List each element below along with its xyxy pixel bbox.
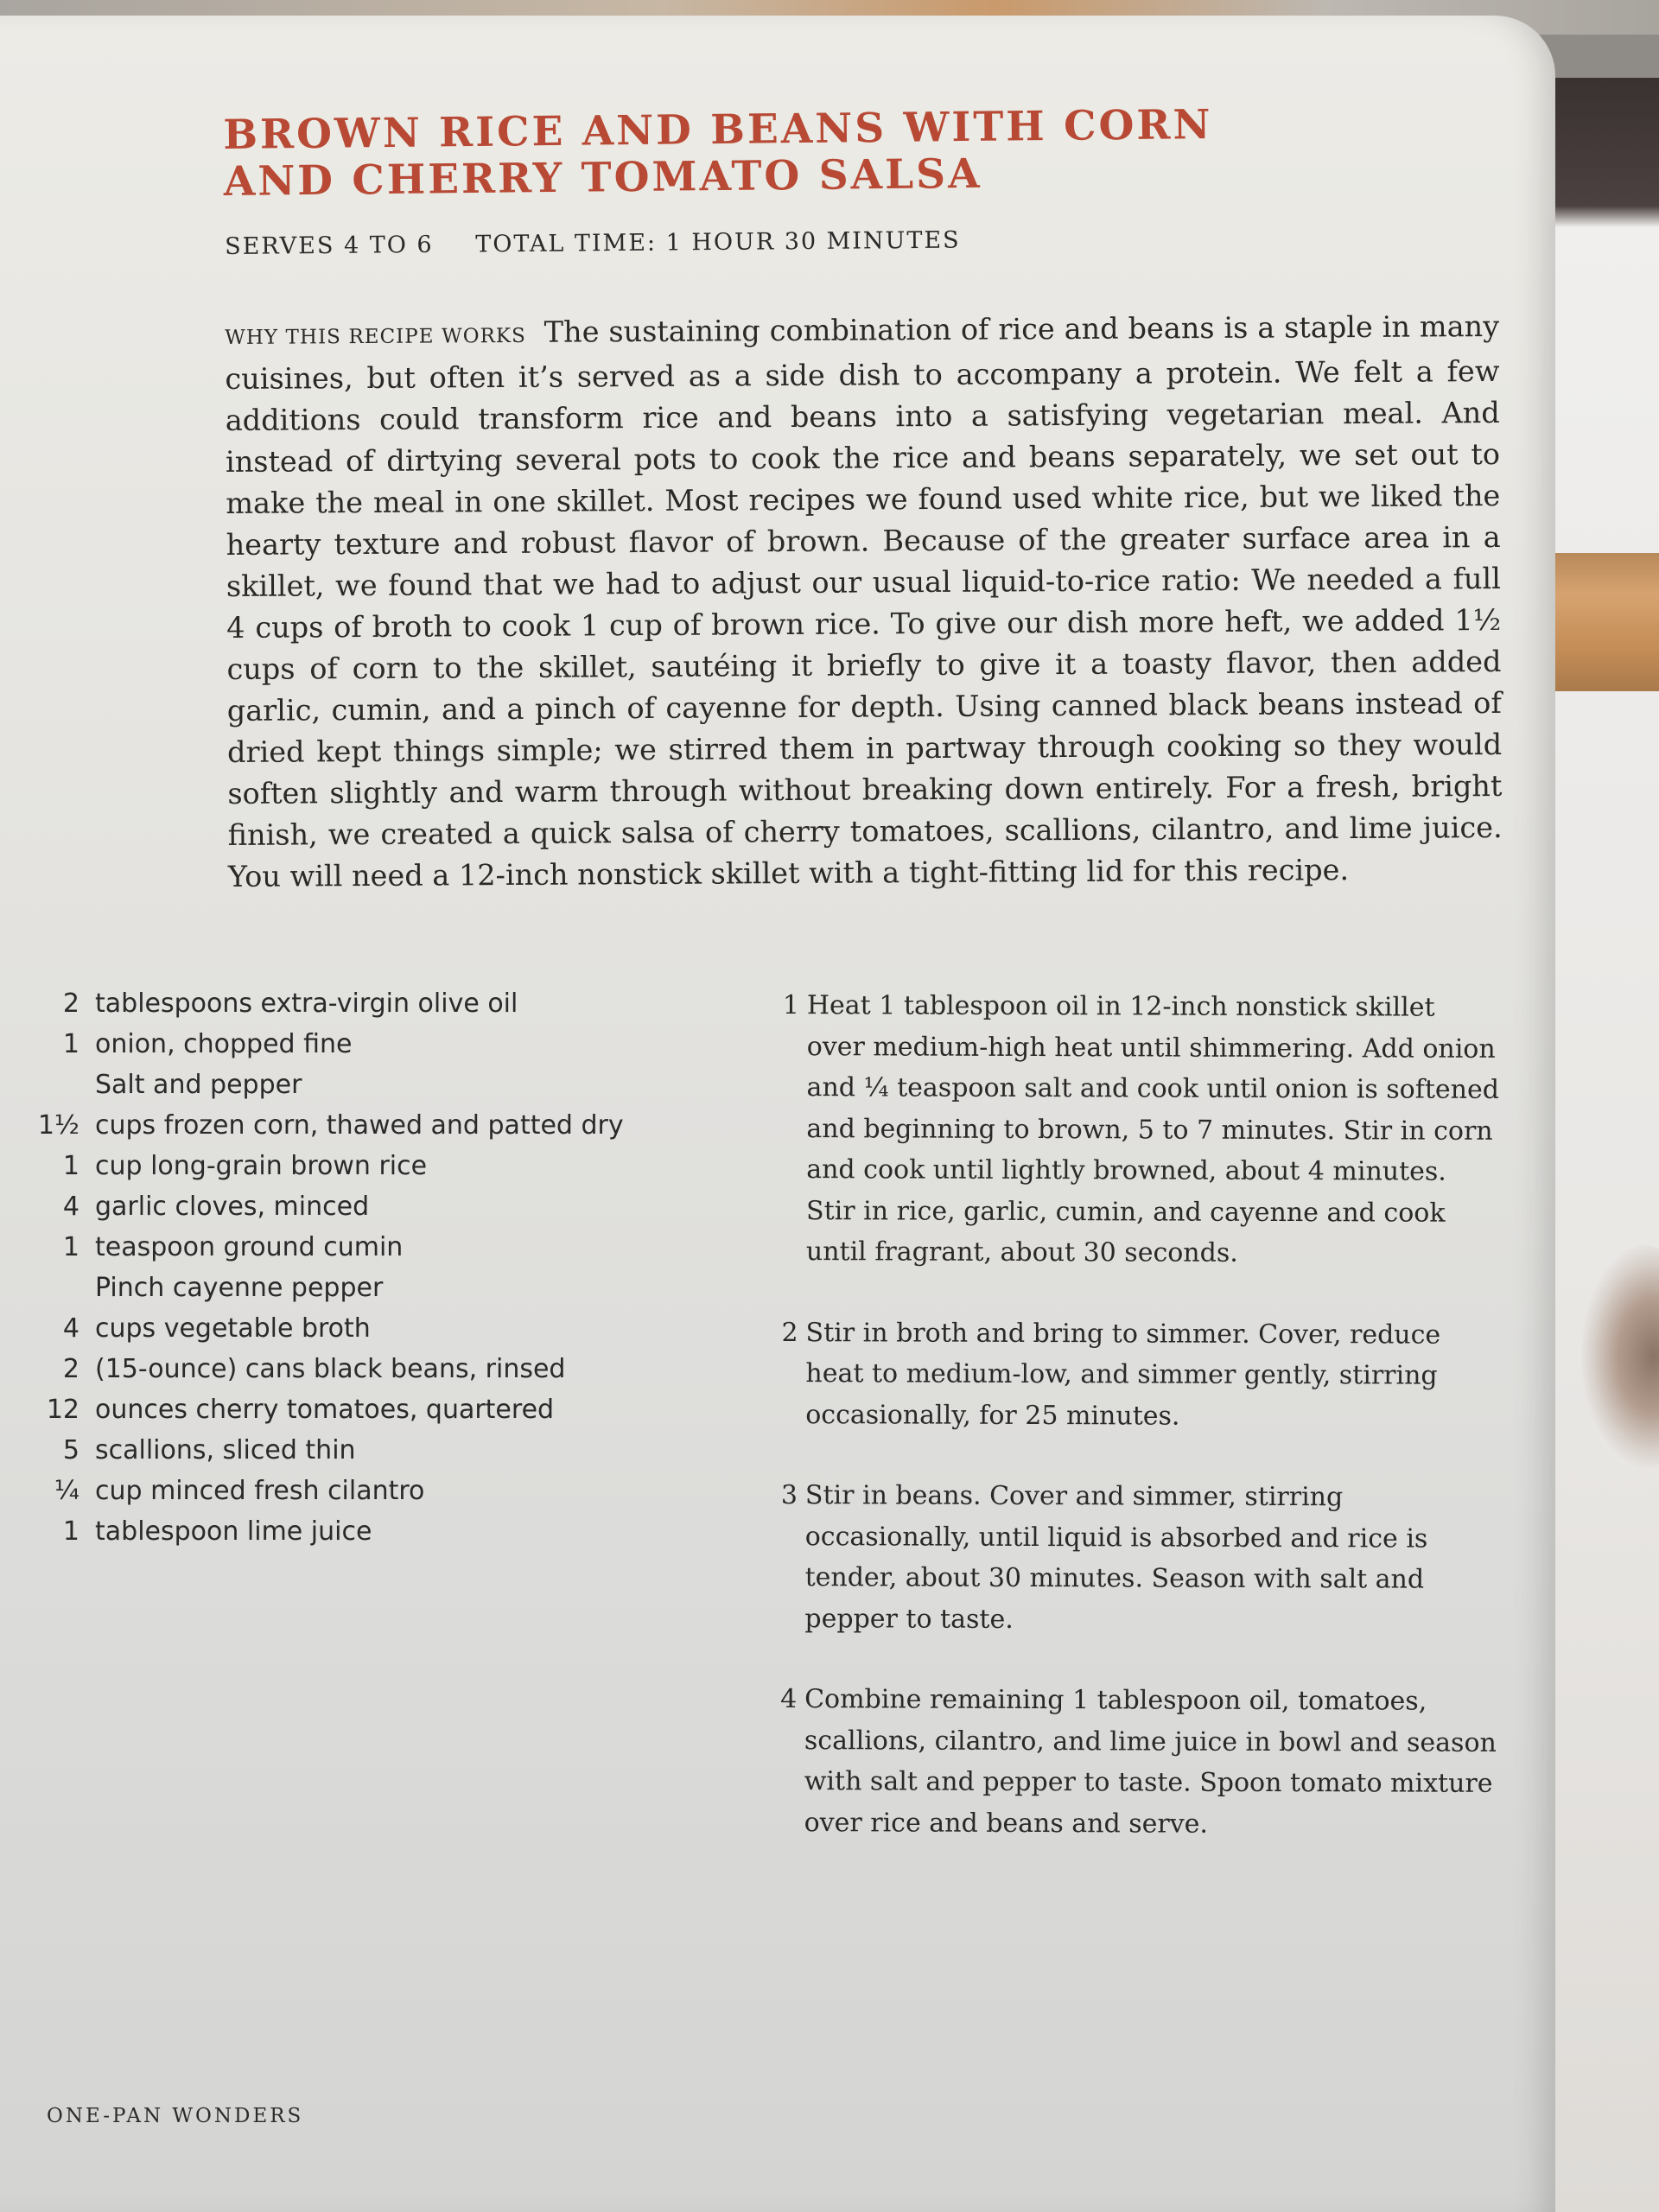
step-number: 2: [781, 1317, 798, 1348]
ingredient-qty: 2: [62, 1354, 79, 1384]
ingredient-item: tablespoon lime juice: [95, 1516, 372, 1547]
ingredient-item: cups vegetable broth: [95, 1313, 371, 1344]
recipe-meta: [225, 226, 1089, 260]
ingredient-item: (15-ounce) cans black beans, rinsed: [95, 1354, 566, 1384]
ingredient-item: cups frozen corn, thawed and patted dry: [95, 1110, 624, 1141]
ingredient-row: [26, 1430, 683, 1471]
ingredient-qty: 4: [62, 1313, 79, 1344]
step-text: Stir in beans. Cover and simmer, stirring occasionally, until liquid is absorbed and rice is tender, about 30 minutes. Season with salt and pepper to taste.: [804, 1480, 1428, 1635]
ingredient-item: Pinch cayenne pepper: [95, 1273, 384, 1303]
ingredient-qty: 2: [62, 988, 79, 1019]
step-number: 3: [780, 1479, 798, 1511]
ingredient-qty: 4: [62, 1192, 79, 1222]
serves-text: SERVES 4 TO 6: [225, 231, 434, 260]
ingredient-item: Salt and pepper: [95, 1070, 302, 1100]
why-this-recipe-works: [225, 306, 1503, 898]
ingredient-qty: 1: [62, 1232, 79, 1262]
ingredient-row: [26, 1389, 683, 1430]
step-3: [780, 1475, 1498, 1642]
adjacent-page-photo: [1538, 78, 1659, 2212]
ingredient-qty: 1: [62, 1029, 79, 1059]
ingredient-qty: 12: [46, 1395, 79, 1425]
step-1: [782, 985, 1500, 1274]
step-number: 1: [782, 990, 800, 1021]
ingredient-row: [26, 1471, 683, 1511]
recipe-title-line-1: BROWN RICE AND BEANS WITH CORN: [222, 101, 1213, 159]
ingredient-qty: 1: [62, 1516, 79, 1547]
ingredient-row: [26, 1349, 683, 1389]
ingredient-row: [26, 1065, 683, 1105]
ingredient-item: cup minced fresh cilantro: [95, 1476, 425, 1506]
ingredient-row: [26, 983, 683, 1024]
ingredient-row: [26, 1105, 683, 1146]
adjacent-photo-wood-band: [1547, 553, 1659, 691]
ingredient-item: tablespoons extra-virgin olive oil: [95, 988, 518, 1019]
ingredient-item: ounces cherry tomatoes, quartered: [95, 1395, 555, 1425]
ingredient-item: cup long-grain brown rice: [95, 1151, 428, 1181]
recipe-title: [223, 101, 1261, 206]
ingredient-qty: ¼: [54, 1476, 79, 1506]
ingredient-qty: 5: [62, 1435, 79, 1465]
ingredient-item: onion, chopped fine: [95, 1029, 353, 1059]
ingredient-row: [26, 1227, 683, 1268]
step-2: [781, 1312, 1498, 1437]
ingredient-qty: 1½: [37, 1110, 79, 1141]
section-footer: ONE-PAN WONDERS: [47, 2105, 304, 2127]
ingredient-row: [26, 1024, 683, 1065]
method-steps: [779, 985, 1500, 1885]
recipe-title-line-2: AND CHERRY TOMATO SALSA: [223, 149, 982, 206]
step-text: Stir in broth and bring to simmer. Cover, reduce heat to medium-low, and simmer gently, stirring occasionally, for 25 minutes.: [805, 1317, 1441, 1432]
step-4: [780, 1679, 1498, 1846]
why-text: The sustaining combination of rice and beans is a staple in many cuisines, but often it’s served as a side dish to accompany a protein. We felt a few additions could transform rice and beans into a satisfying vegetarian meal. And instead of dirtying several pots to cook the rice and beans separately, we set out to make the meal in one skillet. Most recipes we found used white rice, but we liked the hearty texture and robust flavor of brown. Because of the greater surface area in a skillet, we found that we had to adjust our usual liquid-to-rice ratio: We needed a full 4 cups of broth to cook 1 cup of brown rice. To give our dish more heft, we added 1½ cups of corn to the skillet, sautéing it briefly to give it a toasty flavor, then added garlic, cumin, and a pinch of cayenne for depth. Using canned black beans instead of dried kept things simple; we stirred them in partway through cooking so they would soften slightly and warm through without breaking down entirely. For a fresh, bright finish, we created a quick salsa of cherry tomatoes, scallions, cilantro, and lime juice. You will need a 12-inch nonstick skillet with a tight-fitting lid for this recipe.: [225, 308, 1503, 893]
ingredient-list: [26, 983, 683, 1552]
total-time-text: TOTAL TIME: 1 HOUR 30 MINUTES: [475, 226, 961, 258]
page-content: [0, 16, 1555, 2212]
ingredient-item: teaspoon ground cumin: [95, 1232, 404, 1262]
why-label: WHY THIS RECIPE WORKS: [225, 324, 526, 349]
step-text: Combine remaining 1 tablespoon oil, tomatoes, scallions, cilantro, and lime juice in bowl and season with salt and pepper to taste. Spoon tomato mixture over rice and beans and serve.: [804, 1684, 1497, 1840]
ingredient-row: [26, 1268, 683, 1308]
ingredient-item: garlic cloves, minced: [95, 1192, 370, 1222]
ingredient-item: scallions, sliced thin: [95, 1435, 356, 1465]
ingredient-row: [26, 1146, 683, 1186]
step-text: Heat 1 tablespoon oil in 12-inch nonstick skillet over medium-high heat until shimmering. Add onion and ¼ teaspoon salt and cook until onion is softened and beginning to brown, 5 to 7 minutes. Stir in corn and cook until lightly browned, about 4 minutes. Stir in rice, garlic, cumin, and cayenne and cook until fragrant, about 30 seconds.: [805, 990, 1500, 1268]
ingredient-row: [26, 1308, 683, 1349]
ingredient-row: [26, 1186, 683, 1227]
ingredient-qty: 1: [62, 1151, 79, 1181]
step-number: 4: [780, 1683, 798, 1715]
book-page: [0, 16, 1555, 2212]
ingredient-row: [26, 1511, 683, 1552]
